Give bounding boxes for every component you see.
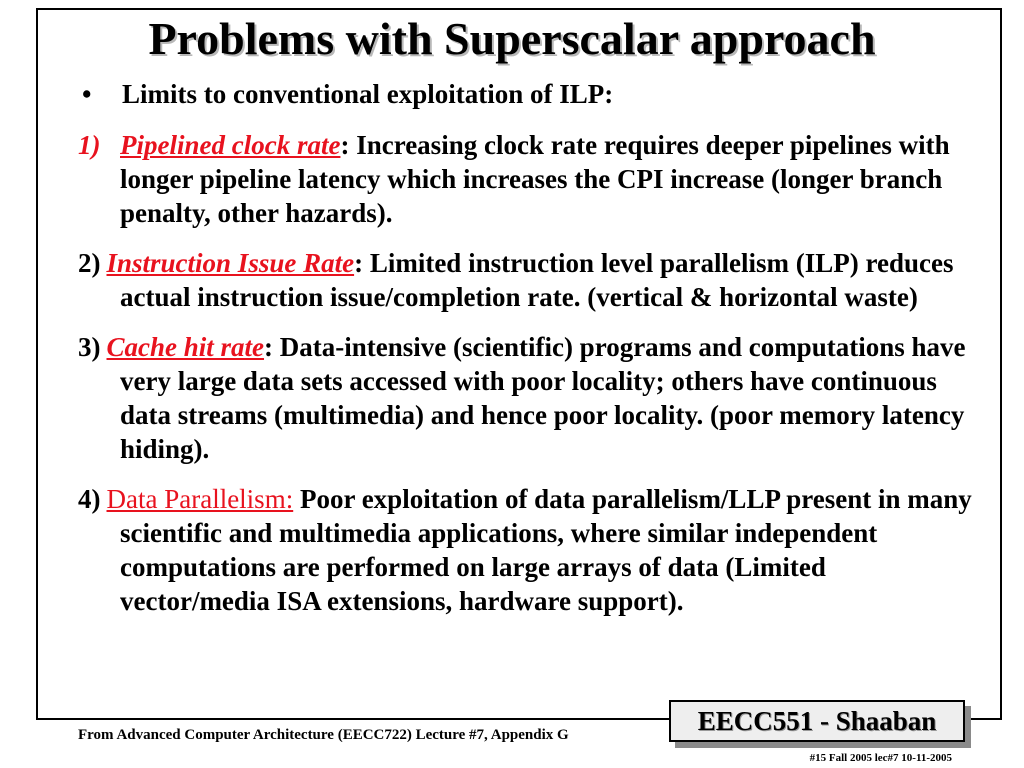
point-term: Cache hit rate	[106, 332, 265, 362]
point-3	[78, 330, 978, 466]
point-term: Instruction Issue Rate	[106, 248, 355, 278]
point-text: : Increasing clock rate requires deeper pipelines with longer pipeline latency which increases the CPI increase (longer branch penalty, other hazards).	[120, 130, 950, 228]
point-2	[78, 246, 978, 314]
points-list	[78, 128, 978, 634]
bullet-marker: •	[82, 79, 92, 109]
intro-bullet	[82, 78, 613, 110]
point-number: 2)	[78, 248, 101, 278]
point-number: 4)	[78, 484, 101, 514]
course-badge: EECC551 - Shaaban	[669, 700, 965, 742]
source-note: From Advanced Computer Architecture (EECC722) Lecture #7, Appendix G	[78, 727, 569, 743]
point-text: : Data-intensive (scientific) programs and computations have very large data sets accessed with poor locality; others have continuous data streams (multimedia) and hence poor locality. (poor memory latency hiding).	[120, 332, 966, 464]
point-1	[78, 128, 978, 230]
point-text: : Limited instruction level parallelism (ILP) reduces actual instruction issue/completion rate. (vertical & horizontal waste)	[120, 248, 954, 312]
point-number: 1)	[78, 130, 101, 160]
slide-title: Problems with Superscalar approach	[148, 13, 876, 64]
point-text: Poor exploitation of data parallelism/LLP present in many scientific and multimedia applications, where similar independent computations are performed on large arrays of data (Limited vector/media ISA extensions, hardware support).	[120, 484, 972, 616]
point-term: Pipelined clock rate	[120, 130, 341, 160]
slide-number: #15 Fall 2005 lec#7 10-11-2005	[809, 752, 952, 764]
point-4	[78, 482, 978, 618]
point-number: 3)	[78, 332, 101, 362]
point-term: Data Parallelism:	[106, 484, 294, 514]
intro-text: Limits to conventional exploitation of ILP:	[122, 79, 614, 109]
